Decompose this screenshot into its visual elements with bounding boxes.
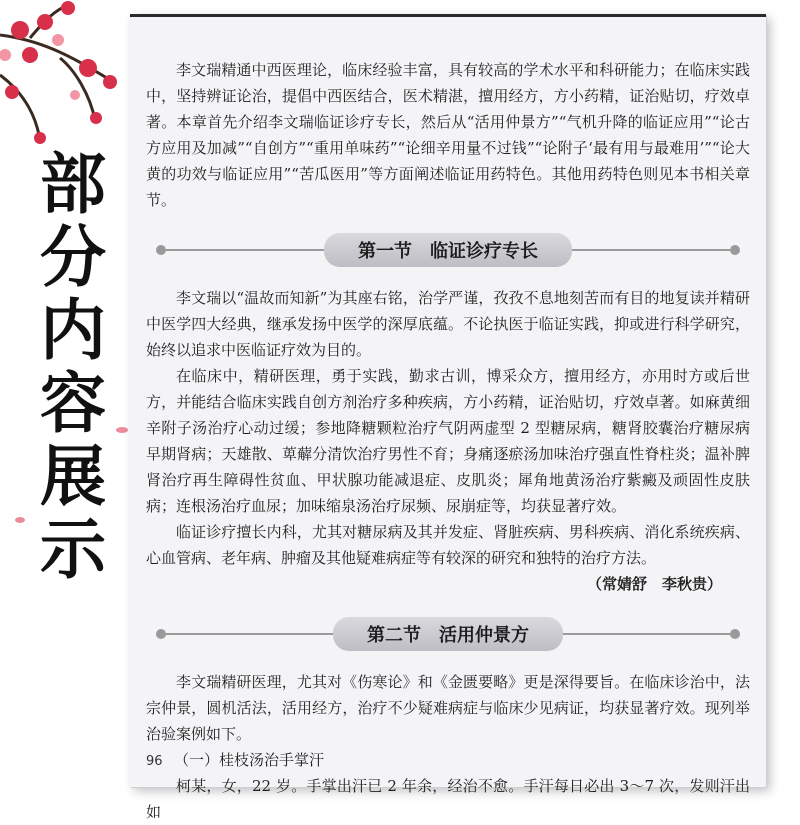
section-heading-1 bbox=[146, 233, 750, 267]
page-content bbox=[146, 57, 750, 825]
section-dot bbox=[156, 245, 166, 255]
body-paragraph: 临证诊疗擅长内科，尤其对糖尿病及其并发症、肾脏疾病、男科疾病、消化系统疾病、心血管病、老年病、肿瘤及其他疑难病症等有较深的研究和独特的治疗方法。 bbox=[146, 523, 750, 567]
banner-char: 内 bbox=[40, 292, 106, 369]
banner-char: 展 bbox=[40, 438, 106, 515]
section-dot bbox=[730, 629, 740, 639]
intro-paragraph: 李文瑞精通中西医理论，临床经验丰富，具有较高的学术水平和科研能力；在临床实践中，坚持辨证论治，提倡中西医结合，医术精湛，擅用经方，方小药精，证治贴切，疗效卓著。本章首先介绍李文瑞临证诊疗专长，然后从“活用仲景方”“气机升降的临证应用”“论古方应用及加减”“自创方”“重用单味药”“论细辛用量不过钱”“论附子‘最有用与最难用’”“论大黄的功效与临证应用”“苦瓜医用”等方面阐述临证用药特色。其他用药特色则见本书相关章节。 bbox=[146, 61, 750, 209]
section-heading-2 bbox=[146, 617, 750, 651]
banner-char: 部 bbox=[40, 146, 106, 223]
banner-title bbox=[18, 148, 128, 586]
body-paragraph: 在临床中，精研医理，勇于实践，勤求古训，博采众方，擅用经方，亦用时方或后世方，并能结合临床实践自创方剂治疗多种疾病，方小药精，证治贴切，疗效卓著。如麻黄细辛附子汤治疗心动过缓；参地降糖颗粒治疗气阴两虚型 2 型糖尿病，糖肾胶囊治疗糖尿病早期肾病；天雄散、萆薢分清饮治疗男性不育；身痛逐瘀汤加味治疗强直性脊柱炎；温补脾肾治疗再生障碍性贫血、甲状腺功能减退症、皮肌炎；犀角地黄汤治疗紫癜及顽固性皮肤病；连根汤治疗血尿；加味缩泉汤治疗尿频、尿崩症等，均获显著疗效。 bbox=[146, 367, 750, 515]
banner-char: 示 bbox=[40, 511, 106, 588]
section-title: 第一节 临证诊疗专长 bbox=[324, 233, 572, 267]
section-title: 第二节 活用仲景方 bbox=[333, 617, 563, 651]
page-number: 96 bbox=[146, 754, 163, 769]
book-page bbox=[130, 14, 766, 821]
banner-char: 容 bbox=[40, 365, 106, 442]
body-paragraph: 李文瑞以“温故而知新”为其座右铭，治学严谨，孜孜不息地刻苦而有目的地复读并精研中医学四大经典，继承发扬中医学的深厚底蕴。不论执医于临证实践，抑或进行科学研究，始终以追求中医临证疗效为目的。 bbox=[146, 289, 750, 359]
body-paragraph: 李文瑞精研医理，尤其对《伤寒论》和《金匮要略》更是深得要旨。在临床诊治中，法宗仲景，圆机活法，活用经方，治疗不少疑难病症与临床少见病证，均获显著疗效。现列举治验案例如下。 bbox=[146, 673, 750, 743]
banner-char: 分 bbox=[40, 219, 106, 296]
case-paragraph: 柯某，女，22 岁。手掌出汗已 2 年余，经治不愈。手汗每日必出 3～7 次，发则汗出如 bbox=[146, 777, 750, 821]
case-subheading: （一）桂枝汤治手掌汗 bbox=[174, 751, 325, 769]
author-credit: （常婧舒 李秋贵） bbox=[586, 575, 722, 593]
section-dot bbox=[730, 245, 740, 255]
section-dot bbox=[156, 629, 166, 639]
